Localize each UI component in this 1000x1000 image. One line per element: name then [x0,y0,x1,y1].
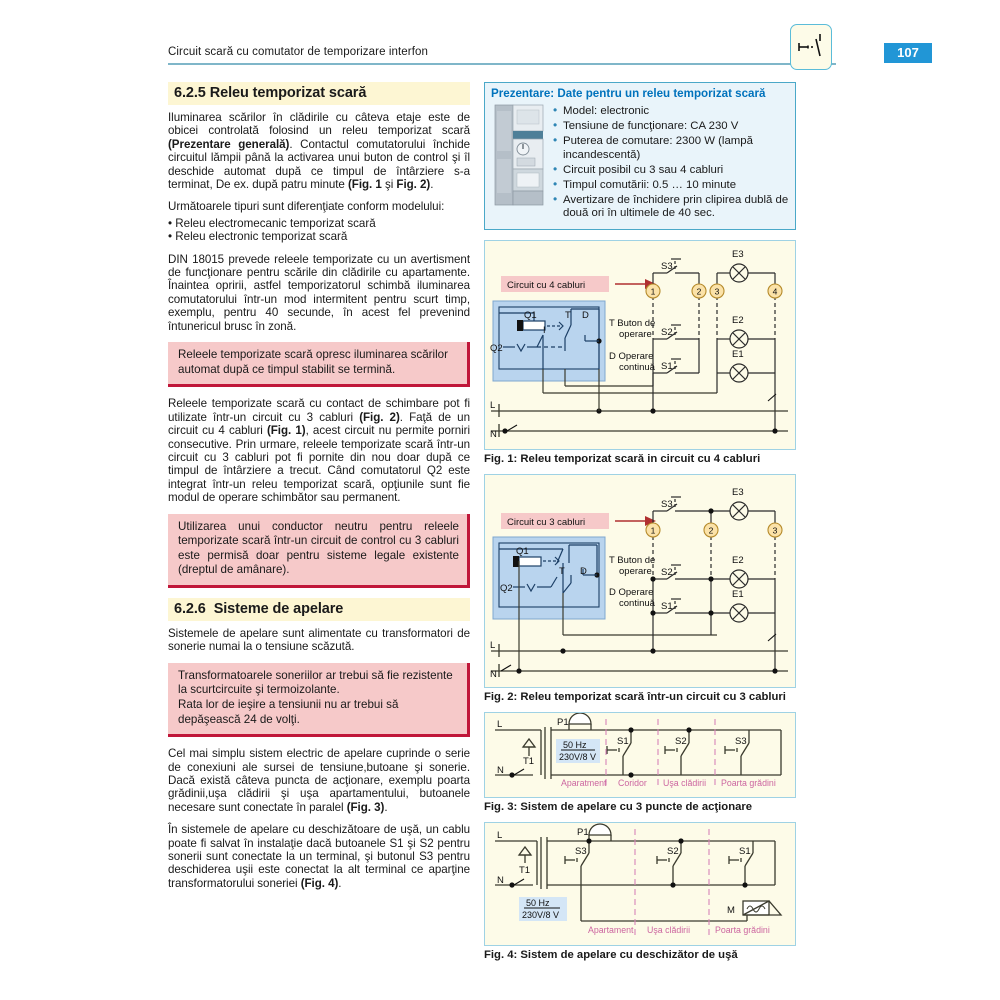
figure-3-frame [484,712,796,798]
paragraph-intro: Iluminarea scărilor în clădirile cu câteva etaje este de obicei controlată folosind un releu temporizat scară (Prezentare generală). Contactul comutatorului închide circuitul lămpii până la activarea unui buton de control şi îl deschide automat după ce timpul de întârziere s-a terminat, De ex. după patru minute (Fig. 1 şi Fig. 2). [168,111,470,192]
section-heading-626 [168,598,470,621]
list-item: • Model: electronic [551,105,789,118]
section-number: 6.2.6 [174,600,206,617]
svg-text:Uşa clădirii: Uşa clădirii [647,924,691,935]
svg-text:S3: S3 [661,260,673,272]
svg-text:P1: P1 [557,716,569,728]
svg-text:L: L [497,718,503,730]
svg-text:N: N [497,874,504,886]
svg-text:S1: S1 [661,600,673,612]
figure-1-caption: Fig. 1: Releu temporizat scară in circuit cu 4 cabluri [484,452,761,465]
list-item: • Timpul comutării: 0.5 … 10 minute [551,179,789,192]
svg-text:S2: S2 [675,735,687,747]
svg-text:S1: S1 [617,735,629,747]
svg-text:L: L [490,639,496,651]
figure-3-caption: Fig. 3: Sistem de apelare cu 3 puncte de acţionare [484,800,753,813]
svg-text:E2: E2 [732,314,744,326]
list-item: • Circuit posibil cu 3 sau 4 cabluri [551,164,789,177]
svg-text:D Operare: D Operare [609,586,654,598]
svg-text:Poarta grădini: Poarta grădini [715,924,770,935]
svg-text:T Buton de: T Buton de [609,317,656,329]
svg-text:3: 3 [714,286,720,297]
svg-text:Circuit cu 4 cabluri: Circuit cu 4 cabluri [507,279,586,291]
svg-text:Aparatment: Aparatment [561,777,607,788]
svg-text:Q1: Q1 [524,309,537,321]
paragraph-changeover: Releele temporizate scară cu contact de schimbare pot fi utilizate într-un circuit cu 3 cabluri (Fig. 2). Faţă de un circuit cu 4 cabluri (Fig. 1), acest circuit nu permite porniri consecutive. Prin urmare, releele temporizate scară într-un circuit cu 3 cabluri pot fi pornite din nou doar după ce timpul de întârziere a trecut. Când comutatorul Q2 este integrat într-un releu temporizat scară, opţiunile sunt fie modul de operare schimbător sau permanent. [168,397,470,505]
type-bullet-list [168,217,470,244]
svg-text:3: 3 [772,525,778,536]
svg-text:2: 2 [696,286,702,297]
paragraph-simple-system: Cel mai simplu sistem electric de apelare cuprinde o serie de conexiuni ale sursei de tensiune,butoane şi sonerie. Dacă există câteva puncta de acţionare, exemplu poarta grădinii,uşa clădirii şi uşa apartamentului, butoanele necesare sunt conectate în paralel (Fig. 3). [168,747,470,814]
section-title: Releu temporizat scară [209,85,367,101]
list-item: • Releu electronic temporizat scară [168,230,348,244]
svg-text:E2: E2 [732,554,744,566]
list-item: • Puterea de comutare: 2300 W (lampă incandescentă) [551,135,789,161]
note-box-transformers: Transformatoarele soneriilor ar trebui să fie rezistente la scurtcircuite şi termoizolante. Rata lor de ieşire a tensiunii nu ar trebui să depăşească 24 de volţi. [168,663,470,737]
svg-text:T: T [559,565,565,577]
svg-text:S3: S3 [575,845,587,857]
svg-text:S1: S1 [661,360,673,372]
section-title: Sisteme de apelare [213,600,344,617]
svg-text:50 Hz: 50 Hz [563,739,587,750]
svg-text:N: N [490,428,497,440]
figure-2-caption: Fig. 2: Releu temporizat scară într-un circuit cu 3 cabluri [484,690,786,703]
timer-relay-photo [491,103,547,207]
figure-1 [484,240,796,465]
push-button-switch-icon [790,24,832,70]
info-box-title: Prezentare: Date pentru un releu temporizat scară [491,87,766,100]
svg-text:Circuit cu 3 cabluri: Circuit cu 3 cabluri [507,516,586,528]
figure-4-caption: Fig. 4: Sistem de apelare cu deschizător de uşă [484,948,738,961]
list-item: • Tensiune de funcţionare: CA 230 V [551,120,789,133]
svg-text:S2: S2 [661,326,673,338]
overview-info-box [484,82,796,230]
svg-text:T Buton de: T Buton de [609,554,656,566]
svg-text:Uşa clădirii: Uşa clădirii [663,777,707,788]
svg-text:230V/8 V: 230V/8 V [522,909,560,920]
header-title: Circuit scară cu comutator de temporizare interfon [168,46,429,58]
svg-text:I: I [543,324,546,335]
svg-text:S1: S1 [739,845,751,857]
figure-1-frame [484,240,796,450]
right-figure-column [484,82,796,970]
svg-text:L: L [497,829,503,841]
svg-text:S2: S2 [667,845,679,857]
paragraph-door-opener: În sistemele de apelare cu deschizătoare de uşă, un cablu poate fi salvat în instalaţie dacă butoanele S1 şi S2 pentru sonerii sunt conectate la un terminal, şi butonul S3 pentru deschiderea uşii este conectat la alt terminal ce aparţine transformatorului soneriei (Fig. 4). [168,823,470,890]
svg-text:Poarta grădini: Poarta grădini [721,777,776,788]
svg-text:230V/8 V: 230V/8 V [559,751,597,762]
svg-text:N: N [490,668,497,680]
figure-3 [484,712,796,813]
svg-text:P1: P1 [577,826,589,838]
header-divider [168,63,836,65]
svg-text:N: N [497,764,504,776]
left-text-column [168,82,470,899]
section-heading-625 [168,82,470,105]
paragraph-din: DIN 18015 prevede releele temporizate cu un avertisment de funcţionare pentru scările din clădirile cu apartamente. Înaintea opririi, astfel temporizatorul schimbă iluminarea comutatorului într-un mod intermitent pentru scurt timp, exemplu, pentru 40 secunde, în acest fel prevenind întunericul brusc în zonă. [168,252,470,333]
svg-text:operare: operare [619,328,652,340]
svg-text:Q1: Q1 [516,545,529,557]
figure-4 [484,822,796,961]
svg-text:S3: S3 [661,498,673,510]
svg-text:M: M [727,904,735,916]
figure-2 [484,474,796,703]
svg-text:Apartament: Apartament [588,924,634,935]
svg-text:continuă: continuă [619,597,655,609]
note-box-neutral-conductor: Utilizarea unui conductor neutru pentru releele temporizate scară într-un circuit de control cu 3 cabluri este permisă doar pentru sisteme legale existente (dreptul de amânare). [168,514,470,588]
paragraph-types: Următoarele tipuri sunt diferenţiate conform modelului: [168,200,445,214]
svg-text:D: D [580,565,587,577]
svg-text:50 Hz: 50 Hz [526,897,550,908]
svg-text:4: 4 [772,286,778,297]
section-number: 6.2.5 [174,85,206,101]
figure-2-frame [484,474,796,688]
svg-text:D Operare: D Operare [609,350,654,362]
figure-4-frame [484,822,796,946]
svg-text:D: D [582,309,589,321]
paragraph-bell-intro: Sistemele de apelare sunt alimentate cu transformatori de sonerie numai la o tensiune scăzută. [168,626,470,654]
svg-text:2: 2 [708,525,714,536]
svg-text:1: 1 [650,525,656,536]
svg-text:E1: E1 [732,348,744,360]
svg-text:Q2: Q2 [500,582,513,594]
svg-text:S2: S2 [661,566,673,578]
svg-text:E1: E1 [732,588,744,600]
svg-text:T1: T1 [523,755,535,767]
note-box-auto-off: Releele temporizate scară opresc iluminarea scărilor automat după ce timpul stabilit se termină. [168,342,470,387]
svg-text:operare: operare [619,565,652,577]
list-item: • Releu electromecanic temporizat scară [168,216,376,230]
list-item: • Avertizare de închidere prin clipirea dublă de două ori în ultimele de 40 sec. [551,194,789,220]
svg-text:T1: T1 [519,864,531,876]
svg-text:T: T [565,309,571,321]
svg-text:Q2: Q2 [490,342,503,354]
svg-text:1: 1 [650,286,656,297]
svg-text:continuă: continuă [619,361,655,373]
page-number-badge: 107 [884,43,932,63]
svg-text:E3: E3 [732,486,744,498]
svg-text:E3: E3 [732,248,744,260]
page-header [168,45,919,60]
spec-list [551,103,789,223]
svg-text:S3: S3 [735,735,747,747]
svg-text:Coridor: Coridor [618,777,647,788]
svg-text:L: L [490,399,496,411]
